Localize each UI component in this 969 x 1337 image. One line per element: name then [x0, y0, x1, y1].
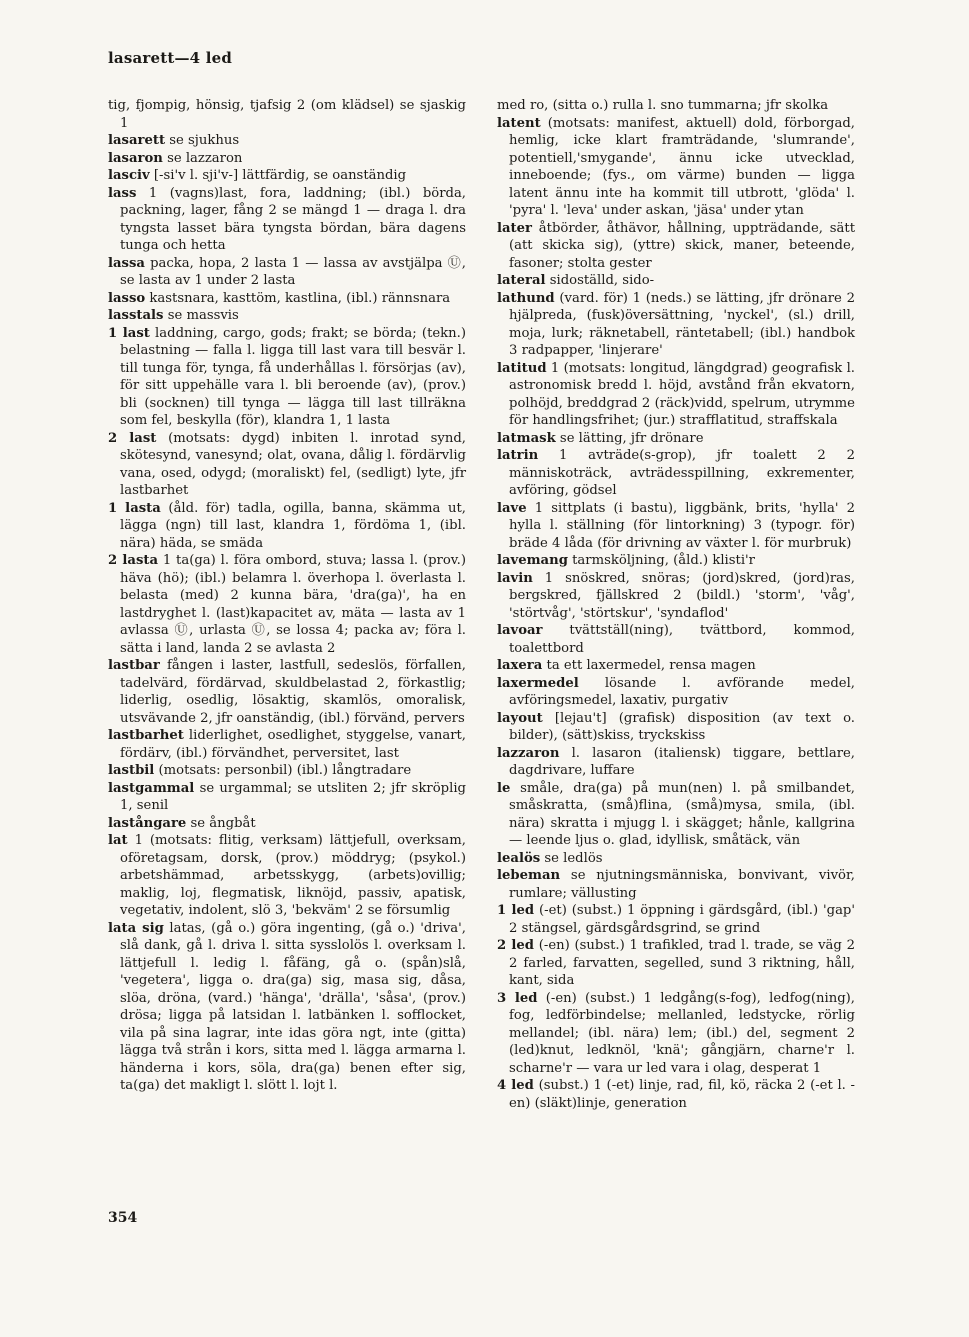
entry-headword: 1 lasta	[108, 500, 161, 516]
entry-headword: 3 led	[497, 990, 538, 1006]
page-header: lasarett—4 led	[108, 49, 233, 67]
entry-definition: 1 avträde(s-grop), jfr toalett 2 2 människoträck, avträdesspillning, exkrementer, avföring, gödsel	[509, 448, 855, 498]
entry-definition: (vard. för) 1 (neds.) se lätting, jfr drönare 2 hjälpreda, (fusk)översättning, 'nyckel', (sl.) drill, moja, lurk; räknetabell, räntetabell; (ibl.) handbok 3 radpapper, 'linjerare'	[509, 290, 855, 358]
entry-definition: se lätting, jfr drönare	[559, 430, 704, 446]
entry-definition: liderlighet, osedlighet, styggelse, vanart, fördärv, (ibl.) förvändhet, perversitet, last	[120, 728, 466, 761]
entry-headword: laxera	[497, 658, 543, 673]
dictionary-entry	[108, 727, 466, 762]
entry-definition: se urgammal; se utsliten 2; jfr skröplig 1, senil	[120, 780, 466, 813]
dictionary-entry	[108, 832, 466, 920]
entry-headword: latitud	[497, 360, 547, 376]
entry-headword: latent	[497, 115, 541, 131]
entry-definition: latas, (gå o.) göra ingenting, (gå o.) 'driva', slå dank, gå l. driva l. sitta sysslolös l. overksam l. lättjefull l. ledig l. fåfäng, gå o. (spån)slå, 'vegetera', ligga o. dra(ga) sig, masa sig, dåsa, slöa, dröna, (vard.) 'hänga', 'drälla', 'såsa', (prov.) drösa; ligga på latsidan l. latbänken l. sofflocket, vila på sina lagrar, inte idas göra ngt, inte (gitta) lägga två strån i kors, sitta med l. lägga armarna l. händerna i kors, söla, dra(ga) benen efter sig, ta(ga) det makligt l. slött l. lojt l.	[120, 920, 466, 1093]
entry-definition: 1 snöskred, snöras; (jord)skred, (jord)ras, bergskred, fjällskred 2 (bildl.) 'storm', 'våg', 'störtvåg', 'störtskur', 'syndaflod'	[509, 570, 855, 621]
entry-definition: se sjukhus	[169, 133, 240, 148]
page-number: 354	[108, 1210, 138, 1226]
entry-headword: lasso	[108, 290, 146, 306]
left-column	[108, 97, 466, 1095]
dictionary-entry	[497, 780, 855, 850]
entry-definition: [lejau't] (grafisk) disposition (av text o. bilder), (sätt)skiss, tryckskiss	[509, 710, 855, 743]
dictionary-entry	[497, 552, 855, 570]
dictionary-entry	[108, 500, 466, 553]
dictionary-entry	[497, 937, 855, 990]
entry-definition: kastsnara, kasttöm, kastlina, (ibl.) rännsnara	[149, 290, 451, 306]
entry-definition: se ledlös	[544, 850, 603, 866]
entry-headword: lealös	[497, 850, 541, 866]
entry-definition: tarmsköljning, (åld.) klisti'r	[572, 553, 755, 568]
entry-definition: fången i laster, lastfull, sedeslös, förfallen, tadelvärd, fördärvad, skuldbelastad 2, förkastlig; liderlig, osedlig, lösaktig, skamlös, omoralisk, utsvävande 2, jfr oanständig, (ibl.) förvänd, pervers	[120, 658, 466, 726]
entry-headword: layout	[497, 710, 543, 726]
dictionary-entry	[497, 990, 855, 1078]
entry-definition: ta ett laxermedel, rensa magen	[546, 658, 756, 673]
entry-definition: 1 (motsats: longitud, längdgrad) geografisk l. astronomisk bredd l. höjd, avstånd från ekvatorn, polhöjd, breddgrad 2 (räck)vidd, spelrum, utrymme för handlingsfrihet; (jur.) strafflatitud, straffskala	[509, 360, 855, 428]
dictionary-entry	[108, 290, 466, 308]
entry-headword: lebeman	[497, 868, 561, 883]
dictionary-entry	[108, 657, 466, 727]
dictionary-entry	[108, 762, 466, 780]
dictionary-entry	[497, 710, 855, 745]
entry-headword: le	[497, 780, 511, 796]
entry-headword: latmask	[497, 430, 556, 446]
entry-definition: lösande l. avförande medel, avföringsmedel, laxativ, purgativ	[509, 675, 856, 708]
dictionary-entry	[497, 745, 855, 780]
dictionary-entry	[108, 430, 466, 500]
entry-definition: se ångbåt	[190, 815, 256, 831]
dictionary-entry	[497, 290, 855, 360]
entry-headword: 1 led	[497, 903, 535, 918]
dictionary-entry	[497, 272, 855, 290]
entry-definition: tig, fjompig, hönsig, tjafsig 2 (om klädsel) se sjaskig 1	[108, 98, 466, 131]
entry-headword: lasciv	[108, 168, 150, 183]
dictionary-entry	[108, 307, 466, 325]
entry-headword: lass	[108, 185, 137, 201]
entry-headword: 4 led	[497, 1078, 534, 1093]
dictionary-entry	[497, 622, 855, 657]
dictionary-entry	[108, 325, 466, 430]
entry-definition: 1 (vagns)last, fora, laddning; (ibl.) börda, packning, lager, fång 2 se mängd 1 — draga l. dra tyngsta lasset bära tyngsta bördan, bära dagens tunga och hetta	[120, 185, 466, 253]
entry-definition: (-en) (subst.) 1 trafikled, trad l. trade, se väg 2 2 farled, farvatten, segelled, sund 3 riktning, håll, kant, sida	[509, 938, 856, 988]
entry-definition: småle, dra(ga) på mun(nen) l. på smilbandet, småskratta, (små)flina, (små)mysa, smila, (ibl. nära) skratta i mjugg l. i skägget; hånle, kallgrina — leende ljus o. glad, idyllisk, småtäck, vän	[509, 780, 855, 848]
entry-definition: laddning, cargo, gods; frakt; se börda; (tekn.) belastning — falla l. ligga till last vara till besvär l. till tunga för, tynga, få underhållas l. försörjas (av), för sitt uppehälle vara l. bli beroende (av), (prov.) bli (socknen) till tynga — lägga till last tillräkna som fel, beskylla (för), klandra 1, 1 lasta	[120, 325, 467, 428]
dictionary-entry	[108, 132, 466, 150]
entry-headword: lavemang	[497, 553, 568, 568]
entry-definition: tvättställ(ning), tvättbord, kommod, toalettbord	[509, 623, 855, 656]
entry-headword: lastbil	[108, 763, 155, 778]
dictionary-entry	[497, 570, 855, 623]
entry-headword: lassa	[108, 255, 145, 271]
entry-headword: lat	[108, 833, 128, 848]
entry-definition: se massvis	[167, 308, 239, 323]
dictionary-entry	[497, 675, 855, 710]
dictionary-entry	[497, 867, 855, 902]
entry-headword: lasarett	[108, 133, 166, 148]
dictionary-entry	[108, 167, 466, 185]
entry-headword: lastångare	[108, 815, 187, 831]
entry-headword: laxermedel	[497, 675, 579, 691]
entry-definition: 1 sittplats (i bastu), liggbänk, brits, 'hylla' 2 hylla l. ställning (för lintorkning) 3 (typogr. för) bräde 4 låda (för drivning av växter l. för murbruk)	[509, 500, 855, 551]
entry-headword: lata sig	[108, 920, 164, 936]
entry-definition: l. lasaron (italiensk) tiggare, bettlare, dagdrivare, luffare	[509, 745, 855, 778]
entry-definition: 1 ta(ga) l. föra ombord, stuva; lassa l. (prov.) häva (hö); (ibl.) belamra l. överhopa l. överlasta l. belasta (med) 2 kunna bära, 'dra(ga)', ha en lastdryghet l. (last)kapacitet av, mäta — lasta av 1 avlassa Ⓤ, urlasta Ⓤ, se lossa 4; packa av; föra l. sätta i land, landa 2 se avlasta 2	[120, 553, 466, 656]
entry-headword: 2 lasta	[108, 553, 159, 568]
entry-headword: later	[497, 220, 532, 236]
dictionary-entry	[108, 255, 466, 290]
entry-definition: se njutningsmänniska, bonvivant, vivör, rumlare; vällusting	[509, 868, 856, 901]
entry-definition: (-en) (subst.) 1 ledgång(s-fog), ledfog(ning), fog, ledförbindelse; mellanled, ledstycke, rörlig mellandel; (ibl. nära) lem; (ibl.) del, segment 2 (led)knut, ledknöl, 'knä'; gångjärn, charne'r l. scharne'r — vara ur led vara i olag, desperat 1	[509, 990, 855, 1076]
entry-definition: packa, hopa, 2 lasta 1 — lassa av avstjälpa Ⓤ, se lasta av 1 under 2 lasta	[120, 255, 467, 288]
dictionary-entry	[497, 850, 855, 868]
entry-definition: [-si'v l. sji'v-] lättfärdig, se oanständig	[153, 168, 407, 183]
entry-headword: lave	[497, 500, 527, 516]
dictionary-entry	[497, 657, 855, 675]
entry-definition: (motsats: manifest, aktuell) dold, förborgad, hemlig, icke klart framträdande, 'slumrande', potentiell,'smygande', ännu icke utvecklad, inneboende; (fys., om värme) bunden — ligga latent ännu inte ha kommit till utbrott, 'glöda' l. 'pyra' l. 'leva' under askan, 'jäsa' under ytan	[509, 115, 855, 218]
dictionary-entry	[497, 500, 855, 553]
dictionary-entry	[108, 97, 466, 132]
entry-headword: lastbarhet	[108, 728, 184, 743]
entry-definition: (åld. för) tadla, ogilla, banna, skämma ut, lägga (ngn) till last, klandra 1, fördöma 1, (ibl. nära) häda, se smäda	[120, 500, 466, 551]
entry-headword: 2 last	[108, 430, 157, 446]
dictionary-entry	[108, 920, 466, 1095]
dictionary-entry	[497, 220, 855, 273]
entry-definition: åtbörder, åthävor, hållning, uppträdande, sätt (att skicka sig), (yttre) skick, maner, beteende, fasoner; stolta gester	[509, 220, 855, 271]
dictionary-entry	[497, 115, 855, 220]
entry-headword: lavoar	[497, 623, 543, 638]
entry-headword: 1 last	[108, 325, 150, 341]
entry-definition: (-et) (subst.) 1 öppning i gärdsgård, (ibl.) 'gap' 2 stängsel, gärdsgårdsgrind, se grind	[509, 903, 855, 936]
entry-headword: lastbar	[108, 658, 160, 673]
entry-headword: 2 led	[497, 938, 534, 953]
dictionary-entry	[108, 185, 466, 255]
dictionary-entry	[108, 552, 466, 657]
dictionary-entry	[497, 1077, 855, 1112]
entry-headword: lazzaron	[497, 745, 560, 761]
dictionary-entry	[497, 447, 855, 500]
dictionary-entry	[108, 815, 466, 833]
entry-headword: lathund	[497, 290, 555, 306]
dictionary-entry	[497, 97, 855, 115]
right-column	[497, 97, 855, 1112]
entry-definition: sidoställd, sido-	[549, 273, 655, 288]
dictionary-entry	[497, 360, 855, 430]
dictionary-entry	[108, 780, 466, 815]
entry-definition: 1 (motsats: flitig, verksam) lättjefull, overksam, oföretagsam, dorsk, (prov.) möddryg; (psykol.) arbetshämmad, arbetsskygg, (arbets)ovillig; maklig, loj, flegmatisk, liknöjd, passiv, apatisk, vegetativ, indolent, slö 3, 'bekväm' 2 se försumlig	[120, 833, 466, 918]
entry-headword: lateral	[497, 273, 546, 288]
entry-headword: lasstals	[108, 308, 164, 323]
entry-headword: lastgammal	[108, 780, 195, 796]
entry-headword: lavin	[497, 570, 533, 586]
dictionary-entry	[497, 430, 855, 448]
entry-definition: (motsats: dygd) inbiten l. inrotad synd, skötesynd, vanesynd; olat, ovana, dålig l. fördärvlig vana, osed, odygd; (moraliskt) fel, (sedligt) lyte, jfr lastbarhet	[120, 430, 466, 498]
entry-definition: (subst.) 1 (-et) linje, rad, fil, kö, räcka 2 (-et l. -en) (släkt)linje, generation	[509, 1078, 855, 1111]
entry-definition: se lazzaron	[167, 150, 243, 166]
entry-definition: (motsats: personbil) (ibl.) långtradare	[158, 763, 412, 778]
entry-headword: latrin	[497, 448, 539, 463]
dictionary-entry	[497, 902, 855, 937]
entry-definition: med ro, (sitta o.) rulla l. sno tummarna; jfr skolka	[497, 98, 829, 113]
entry-headword: lasaron	[108, 150, 163, 166]
dictionary-entry	[108, 150, 466, 168]
